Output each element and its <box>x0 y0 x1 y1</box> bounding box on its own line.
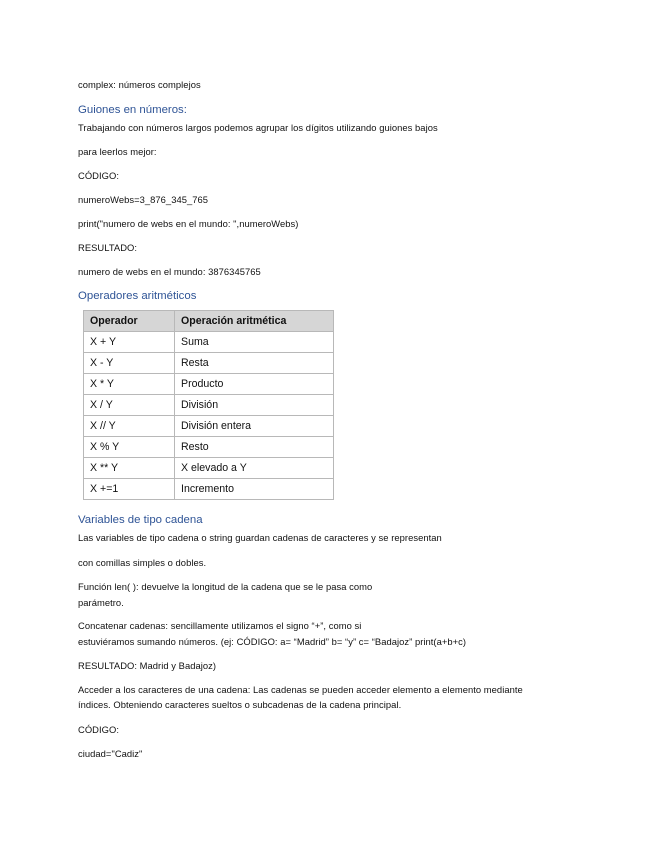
text-access-2: índices. Obteniendo caracteres sueltos o subcadenas de la cadena principal. <box>78 699 402 710</box>
text-len-2: parámetro. <box>78 597 124 608</box>
header-operacion: Operación aritmética <box>175 311 334 332</box>
table-row <box>84 416 334 437</box>
cell-operation: Resta <box>175 353 334 374</box>
text-concat-1: Concatenar cadenas: sencillamente utilizamos el signo “+”, como si <box>78 620 362 631</box>
code-line-ciudad: ciudad="Cadiz" <box>78 748 143 759</box>
cell-operation: Resto <box>175 437 334 458</box>
text-guiones-2: para leerlos mejor: <box>78 146 157 157</box>
table-row <box>84 458 334 479</box>
label-codigo-1: CÓDIGO: <box>78 170 119 181</box>
cell-operation: Producto <box>175 374 334 395</box>
cell-operator: X * Y <box>84 374 175 395</box>
code-line-2: print("numero de webs en el mundo: ",numeroWebs) <box>78 218 299 229</box>
text-concat-2: estuviéramos sumando números. (ej: CÓDIGO: a= “Madrid” b= “y” c= “Badajoz” print(a+b+c) <box>78 636 467 647</box>
operators-table <box>83 310 334 500</box>
cell-operation: Incremento <box>175 479 334 500</box>
header-operador: Operador <box>84 311 175 332</box>
cell-operation: Suma <box>175 332 334 353</box>
heading-guiones: Guiones en números: <box>78 104 187 116</box>
table-row <box>84 374 334 395</box>
cell-operator: X +=1 <box>84 479 175 500</box>
label-codigo-2: CÓDIGO: <box>78 724 119 735</box>
cell-operator: X // Y <box>84 416 175 437</box>
text-len-1: Función len( ): devuelve la longitud de la cadena que se le pasa como <box>78 581 373 592</box>
cell-operation: División <box>175 395 334 416</box>
code-line-1: numeroWebs=3_876_345_765 <box>78 194 209 205</box>
cell-operation: División entera <box>175 416 334 437</box>
text-access-1: Acceder a los caracteres de una cadena: Las cadenas se pueden acceder elemento a elemento mediante <box>78 684 523 695</box>
result-line-1: numero de webs en el mundo: 3876345765 <box>78 266 261 277</box>
cell-operator: X / Y <box>84 395 175 416</box>
cell-operator: X ** Y <box>84 458 175 479</box>
table-header-row <box>84 311 334 332</box>
heading-operadores: Operadores aritméticos <box>78 290 197 302</box>
heading-cadenas: Variables de tipo cadena <box>78 514 203 526</box>
table-row <box>84 395 334 416</box>
label-resultado-1: RESULTADO: <box>78 242 138 253</box>
table-row <box>84 332 334 353</box>
table-row <box>84 479 334 500</box>
cell-operator: X + Y <box>84 332 175 353</box>
table-row <box>84 437 334 458</box>
text-resultado-2: RESULTADO: Madrid y Badajoz) <box>78 660 217 671</box>
cell-operator: X - Y <box>84 353 175 374</box>
text-complex: complex: números complejos <box>78 79 201 90</box>
text-cadenas-2: con comillas simples o dobles. <box>78 557 207 568</box>
table-row <box>84 353 334 374</box>
cell-operator: X % Y <box>84 437 175 458</box>
text-guiones-1: Trabajando con números largos podemos agrupar los dígitos utilizando guiones bajos <box>78 122 438 133</box>
text-cadenas-1: Las variables de tipo cadena o string guardan cadenas de caracteres y se representan <box>78 532 442 543</box>
cell-operation: X elevado a Y <box>175 458 334 479</box>
